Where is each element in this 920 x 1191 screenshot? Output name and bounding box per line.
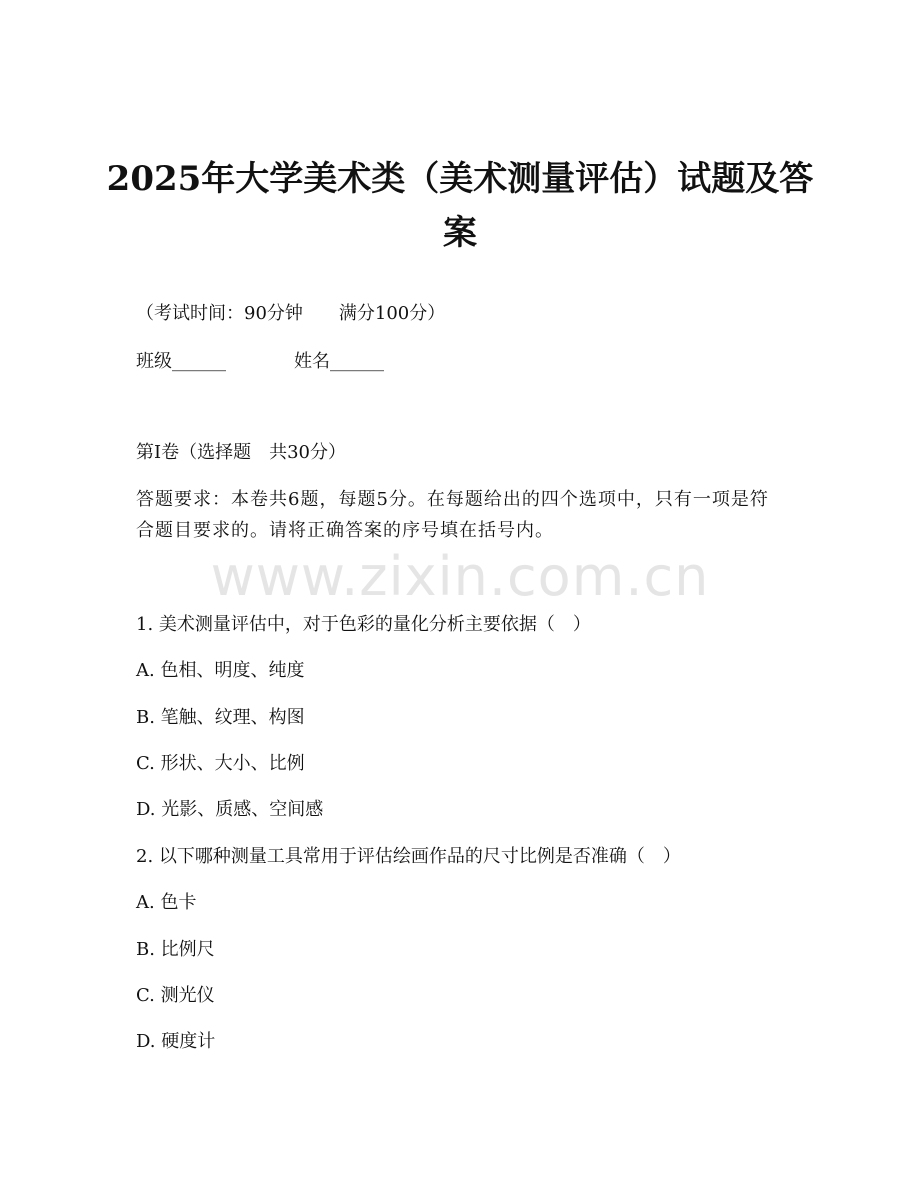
instructions: 答题要求：本卷共6题，每题5分。在每题给出的四个选项中，只有一项是符合题目要求的。请将正确答案的序号填在括号内。 (136, 489, 769, 541)
question-1-stem: 1. 美术测量评估中，对于色彩的量化分析主要依据（ ） (136, 614, 591, 635)
exam-info: （考试时间：90分钟 满分100分） (136, 303, 446, 324)
watermark: www.zixin.com.cn (210, 545, 710, 608)
section-title: 第Ⅰ卷（选择题 共30分） (136, 442, 347, 463)
question-2-option-a: A. 色卡 (136, 892, 197, 913)
question-1-option-d: D. 光影、质感、空间感 (136, 799, 324, 820)
question-2-option-b: B. 比例尺 (136, 939, 215, 960)
class-field: 班级______ (136, 351, 226, 372)
question-1-option-b: B. 笔触、纹理、构图 (136, 707, 305, 728)
question-1-option-c: C. 形状、大小、比例 (136, 753, 305, 774)
question-1-option-a: A. 色相、明度、纯度 (136, 660, 305, 681)
document-title: 2025年大学美术类（美术测量评估）试题及答案 (106, 159, 814, 253)
name-field: 姓名______ (294, 351, 384, 372)
question-2-option-d: D. 硬度计 (136, 1031, 216, 1052)
question-2-stem: 2. 以下哪种测量工具常用于评估绘画作品的尺寸比例是否准确（ ） (136, 846, 681, 867)
question-2-option-c: C. 测光仪 (136, 985, 215, 1006)
